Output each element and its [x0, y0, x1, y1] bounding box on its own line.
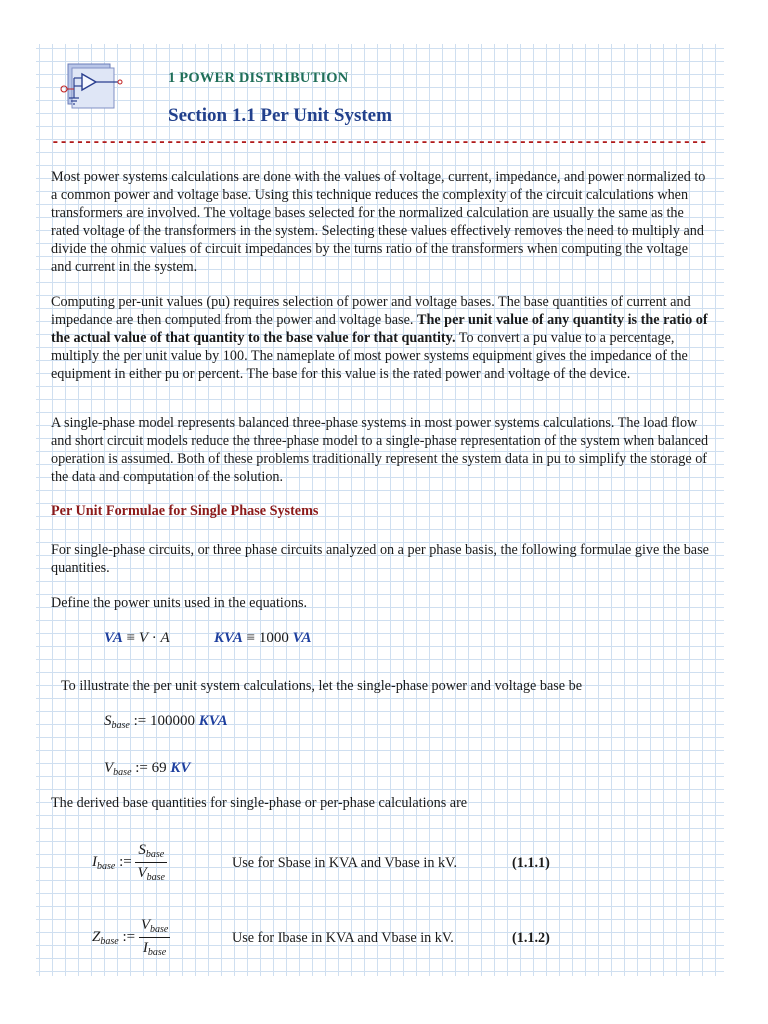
ibase-fraction [135, 842, 167, 883]
section-title: Section 1.1 Per Unit System [168, 105, 392, 126]
illustration-paragraph: To illustrate the per unit system calculations, let the single-phase power and voltage base be [61, 678, 583, 694]
kva-symbol: KVA [214, 630, 243, 646]
kva-definition-equation [214, 630, 312, 647]
ibase-denominator: $V_{base}$ [137, 865, 165, 883]
sbase-unit: KVA [198, 713, 228, 729]
zbase-subscript: base [100, 935, 119, 947]
zbase-note: Use for Ibase in KVA and Vbase in kV. [232, 930, 454, 946]
power-units-paragraph: Define the power units used in the equations. [51, 595, 308, 611]
sbase-value: 100000 [149, 713, 195, 729]
vbase-symbol: V [104, 760, 114, 776]
voltage-symbol: V [138, 630, 149, 646]
equation-number-1-1-1: (1.1.1) [512, 855, 550, 871]
ampere-symbol: A [160, 630, 170, 646]
vbase-subscript: base [113, 767, 132, 778]
ibase-symbol: I [92, 853, 97, 870]
vbase-unit: KV [170, 760, 191, 776]
va-definition-equation [104, 630, 170, 647]
vbase-assignment [104, 760, 190, 778]
zbase-denominator: $I_{base}$ [142, 940, 167, 958]
identity-operator: ≡ [246, 630, 256, 646]
equation-number-1-1-2: (1.1.2) [512, 930, 550, 946]
per-unit-definition-paragraph [51, 293, 711, 383]
zbase-symbol: Z [92, 928, 101, 945]
formulae-subheading: Per Unit Formulae for Single Phase Systems [51, 503, 319, 519]
zbase-numerator: $V_{base}$ [139, 917, 171, 938]
derived-quantities-paragraph: The derived base quantities for single-phase or per-phase calculations are [51, 795, 468, 811]
single-phase-model-paragraph: A single-phase model represents balanced three-phase systems in most power systems calculations. The load flow and short circuit models reduce the three-phase model to a single-phase representation of the system when balanced operation is assumed. Both of these problems traditionally represent the system data in pu to simplify the storage of the data and computation of the solution. [51, 415, 709, 485]
assign-operator: := [133, 713, 147, 729]
ibase-note: Use for Sbase in KVA and Vbase in kV. [232, 855, 458, 871]
ibase-numerator: $S_{base}$ [135, 842, 167, 863]
assign-operator: := [119, 853, 132, 870]
zbase-equation [92, 917, 170, 958]
chapter-heading: 1 POWER DISTRIBUTION [168, 70, 349, 86]
ibase-subscript: base [97, 860, 116, 872]
multiply-dot: · [151, 630, 157, 646]
assign-operator: := [122, 928, 136, 945]
va-unit: VA [292, 630, 312, 646]
identity-operator: ≡ [126, 630, 136, 646]
amplifier-circuit-icon [56, 60, 126, 112]
sbase-assignment [104, 713, 228, 731]
definition-text-end: To convert a pu value to a percentage, multiply the per unit value by 100. The nameplate of most power systems equipment gives the impedance of the equipment in either pu or percent. The base for this value is the rated power and voltage of the device. [51, 330, 688, 382]
va-symbol: VA [104, 630, 123, 646]
intro-paragraph: Most power systems calculations are done with the values of voltage, current, impedance, and power normalized to a common power and voltage base. Using this technique reduces the complexity of the circuit calculations when transformers are involved. The voltage bases selected for the normalized calculation are usually the same as the rated voltage of the transformers in the system. Selecting these values effectively removes the need to multiply and divide the ohmic values of circuit impedances by the turns ratio of the transformers when computing the voltage and current in the system. [51, 169, 706, 275]
sbase-symbol: S [104, 713, 112, 729]
base-quantities-paragraph: For single-phase circuits, or three phase circuits analyzed on a per phase basis, the following formulae give the base quantities. [51, 542, 709, 576]
sbase-subscript: base [111, 720, 130, 731]
ibase-equation [92, 842, 167, 883]
definition-bold-text: The per unit value of any quantity is the ratio of the actual value of that quantity to the base value for that quantity. [51, 312, 708, 346]
dashed-divider: -------------------------------------------------------------------------------- [51, 135, 708, 151]
zbase-fraction [139, 917, 171, 958]
definition-text-start: Computing per-unit values (pu) requires selection of power and voltage bases. The base quantities of current and impedance are then computed from the power and voltage base. [51, 294, 691, 328]
kva-factor: 1000 [258, 630, 289, 646]
assign-operator: := [135, 760, 148, 776]
vbase-value: 69 [151, 760, 167, 776]
